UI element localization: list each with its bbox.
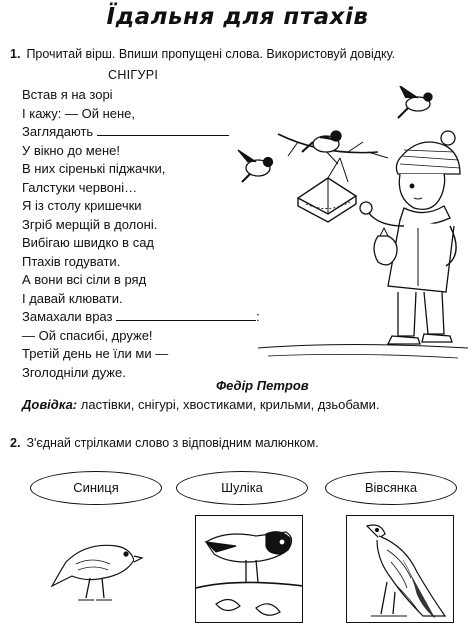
hint: [22, 397, 380, 412]
bird-on-branch-icon: [302, 131, 341, 152]
answer-blank-1[interactable]: [97, 123, 229, 136]
kite-bird-picture[interactable]: [347, 516, 454, 623]
hint-label: Довідка:: [22, 397, 78, 412]
poem-line-5: В них сіренькі піджачки,: [22, 161, 166, 176]
task-1-instruction: [10, 47, 395, 61]
poem-line-13-text: Замахали враз: [22, 309, 113, 324]
picture-frame-2: [195, 515, 303, 623]
poem-title: СНІГУРІ: [108, 68, 159, 82]
poem-line-3: [22, 123, 260, 142]
task-1-number: 1.: [10, 47, 21, 61]
poem-line-11: А вони всі сіли в ряд: [22, 272, 147, 287]
task-2-instruction: [10, 436, 319, 450]
poem-line-14: — Ой спасибі, друже!: [22, 327, 153, 343]
poem-line-15: Третій день не їли ми —: [22, 346, 169, 361]
poem-line-13: [22, 308, 260, 327]
poem-line-10: Птахів годувати.: [22, 253, 121, 269]
page-title: Їдальня для птахів: [106, 4, 369, 30]
word-oval-shulika[interactable]: Шуліка: [176, 471, 308, 505]
poem-line-13-colon: :: [256, 309, 260, 324]
picture-frame-3: [346, 515, 454, 623]
boy-feeding-birds-illustration: [228, 86, 475, 364]
bird-left-icon: [238, 150, 273, 182]
poem-line-6: Галстуки червоні…: [22, 179, 138, 195]
task-1-text: Прочитай вірш. Впиши пропущені слова. Використовуй довідку.: [26, 47, 396, 61]
poem-line-8: Згріб мерщій в долоні.: [22, 216, 158, 232]
poem-line-4: У вікно до мене!: [22, 142, 120, 158]
poem: [22, 86, 260, 382]
poem-line-9: Вибігаю швидко в сад: [22, 235, 155, 250]
poem-line-1: Встав я на зорі: [22, 87, 113, 102]
poem-line-7: Я із столу кришечки: [22, 198, 142, 213]
task-2-text: З'єднай стрілками слово з відповідним малюнком.: [26, 436, 319, 450]
flying-bird-icon: [398, 86, 432, 118]
poem-author: Федір Петров: [216, 378, 309, 393]
poem-line-2: І кажу: — Ой нене,: [22, 105, 136, 121]
hint-words: ластівки, снігурі, хвостиками, крильми, дзьобами.: [80, 397, 380, 412]
poem-line-3-text: Заглядають: [22, 124, 94, 139]
word-oval-synytsia[interactable]: Синиця: [30, 471, 162, 505]
tit-bird-picture[interactable]: [196, 516, 303, 623]
poem-line-12: І давай клювати.: [22, 290, 123, 306]
word-oval-vivsianka[interactable]: Вівсянка: [325, 471, 457, 505]
bunting-bird-picture[interactable]: [46, 522, 146, 612]
poem-line-16: Зголодніли дуже.: [22, 364, 126, 380]
task-2-number: 2.: [10, 436, 21, 450]
